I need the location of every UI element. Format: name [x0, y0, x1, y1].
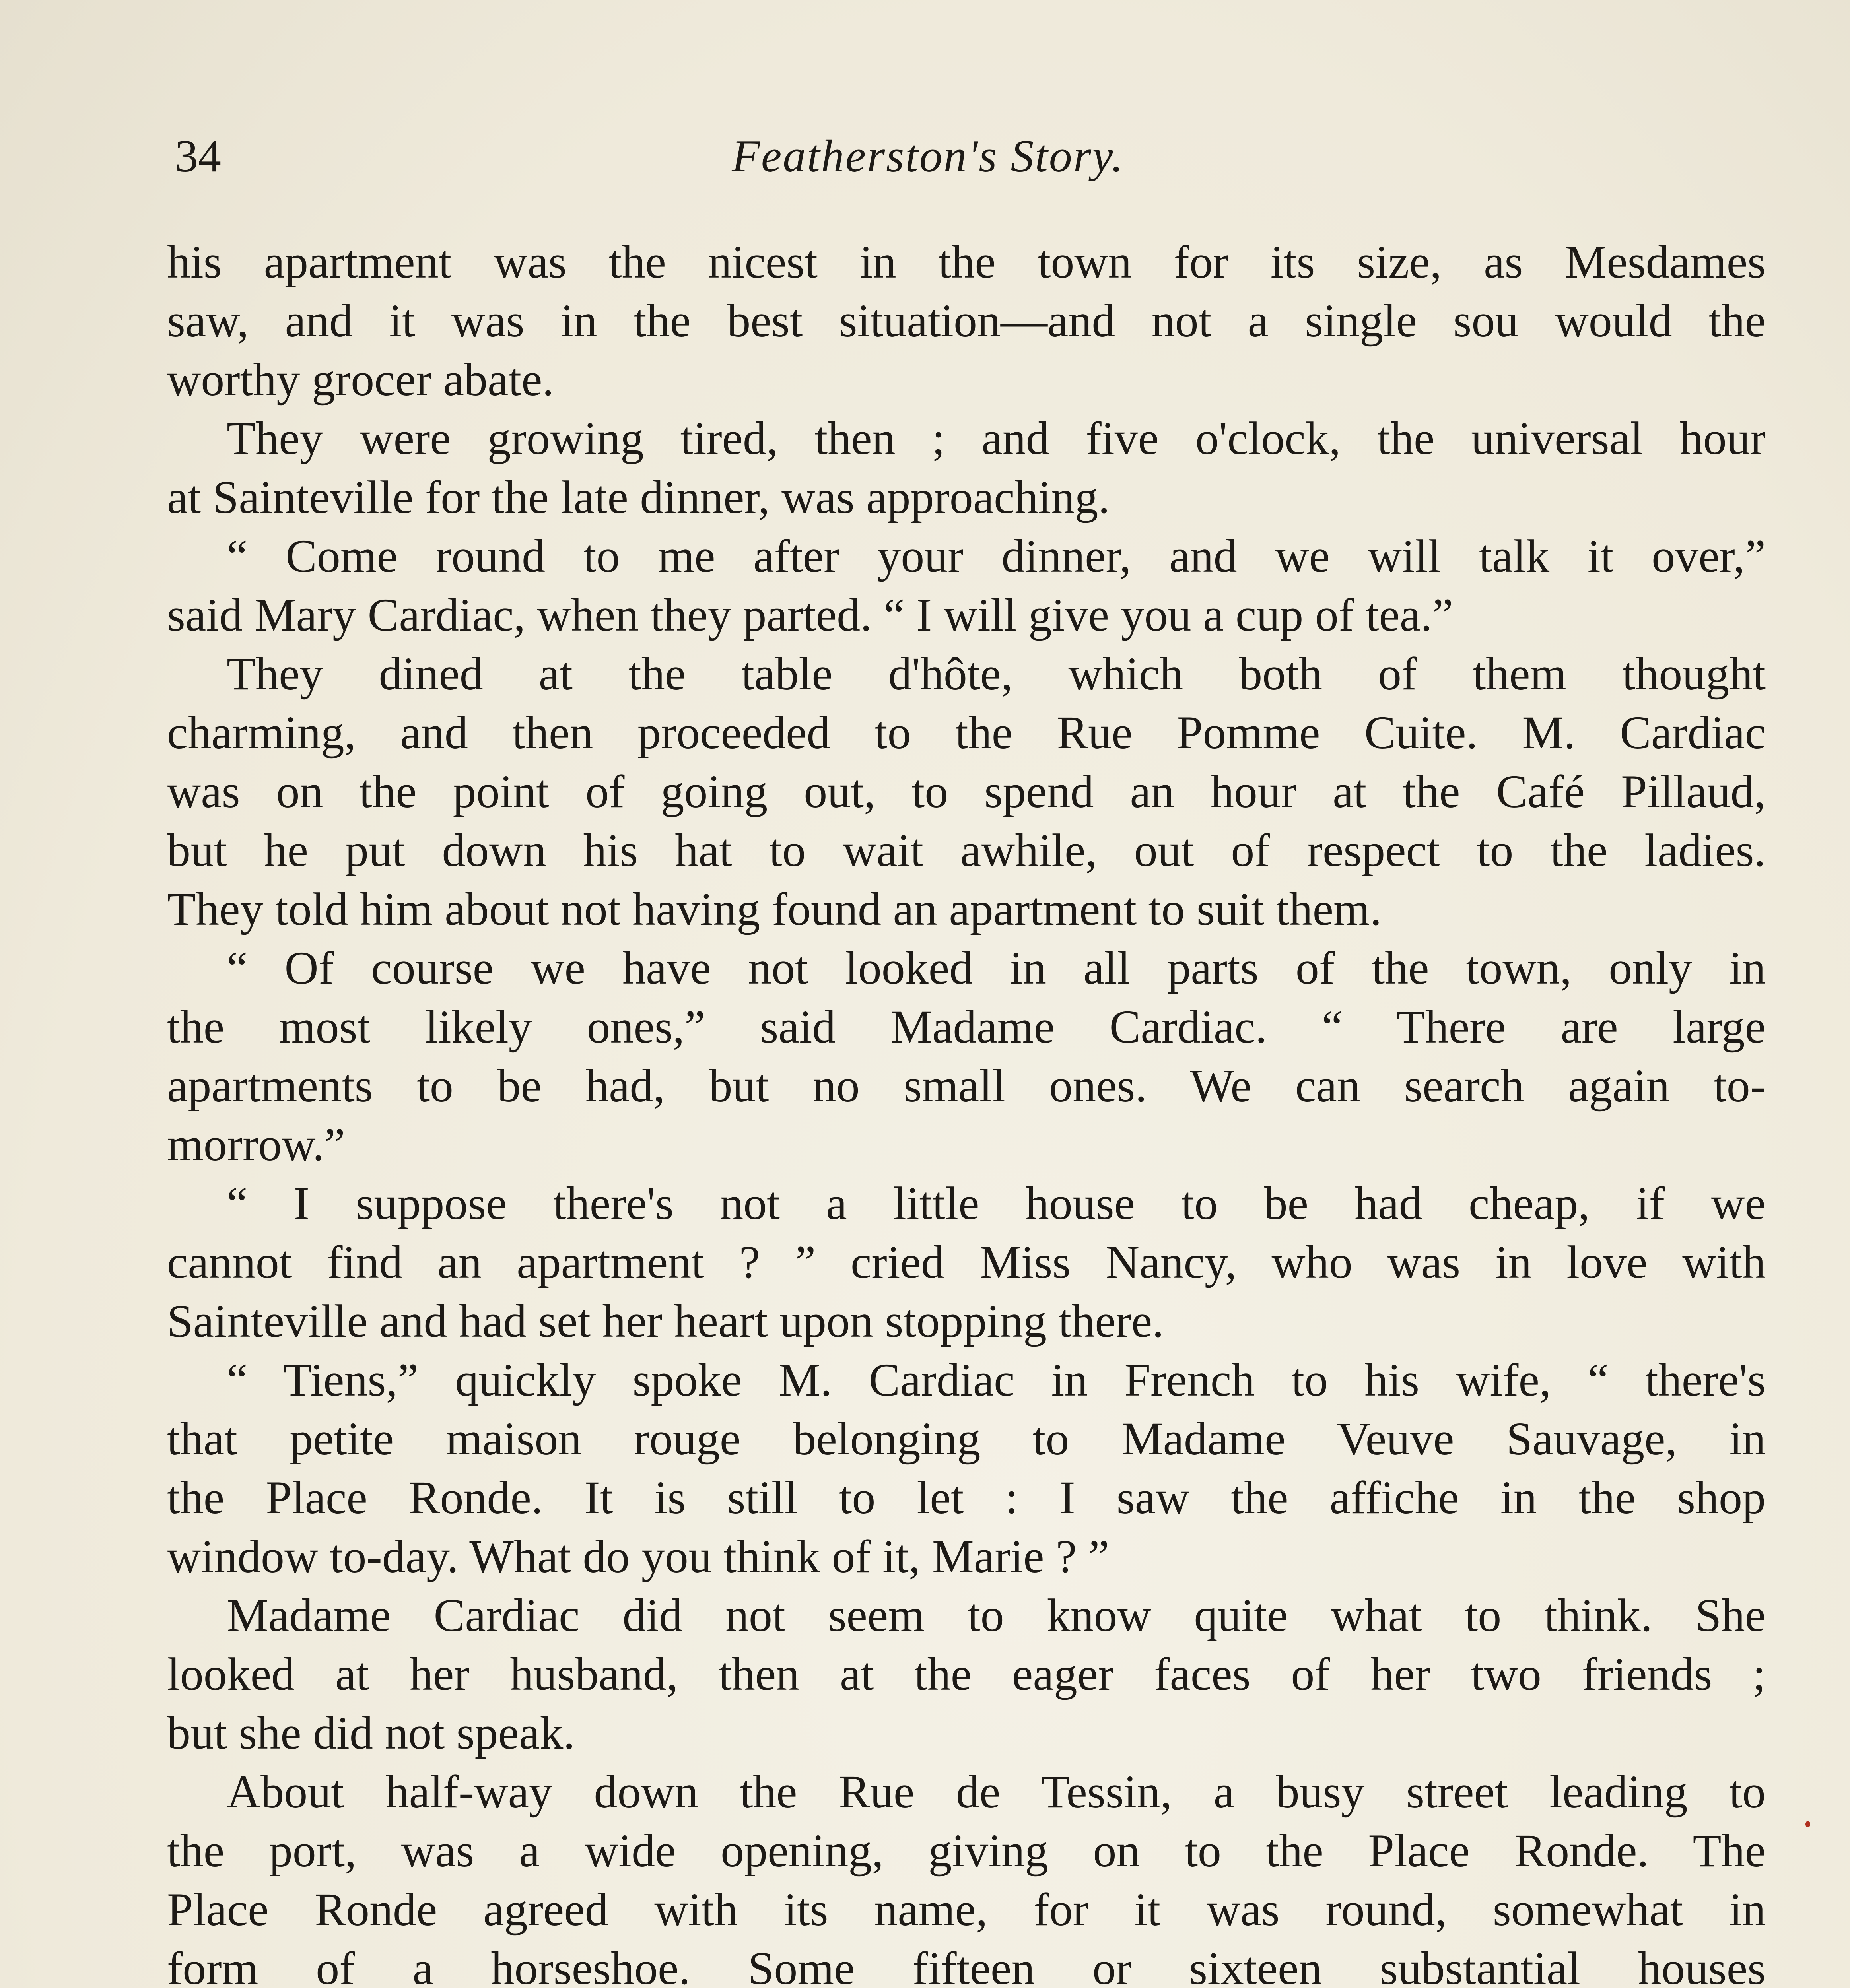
text-line: Madame Cardiac did not seem to know quite what to think. She	[227, 1589, 1766, 1641]
text-line: the Place Ronde. It is still to let : I saw the affiche in the shop	[167, 1472, 1766, 1524]
text-line: apartments to be had, but no small ones. We can search again to-	[167, 1060, 1766, 1112]
page-header	[175, 126, 1766, 186]
text-line: said Mary Cardiac, when they parted. “ I will give you a cup of tea.”	[167, 589, 1453, 641]
text-line: They dined at the table d'hôte, which both of them thought	[227, 648, 1766, 700]
text-line: form of a horseshoe. Some fifteen or sixteen substantial houses	[167, 1942, 1766, 1988]
text-line: They told him about not having found an apartment to suit them.	[167, 883, 1382, 935]
text-line: About half-way down the Rue de Tessin, a busy street leading to	[227, 1766, 1766, 1818]
text-line: but she did not speak.	[167, 1707, 575, 1759]
text-line: looked at her husband, then at the eager faces of her two friends ;	[167, 1648, 1766, 1700]
ink-speck	[1805, 1821, 1810, 1827]
text-line: that petite maison rouge belonging to Madame Veuve Sauvage, in	[167, 1413, 1766, 1465]
text-line: charming, and then proceeded to the Rue Pomme Cuite. M. Cardiac	[167, 707, 1766, 759]
text-line: was on the point of going out, to spend an hour at the Café Pillaud,	[167, 765, 1766, 817]
text-line: the port, was a wide opening, giving on to the Place Ronde. The	[167, 1825, 1766, 1877]
text-line: Place Ronde agreed with its name, for it was round, somewhat in	[167, 1883, 1766, 1936]
text-line: saw, and it was in the best situation—and not a single sou would the	[167, 295, 1766, 347]
text-line: window to-day. What do you think of it, Marie ? ”	[167, 1530, 1110, 1582]
text-line: “ Of course we have not looked in all parts of the town, only in	[227, 942, 1766, 994]
text-line: They were growing tired, then ; and five o'clock, the universal hour	[227, 412, 1766, 464]
text-line: his apartment was the nicest in the town for its size, as Mesdames	[167, 236, 1766, 288]
text-line: “ Tiens,” quickly spoke M. Cardiac in French to his wife, “ there's	[227, 1354, 1766, 1406]
page-number: 34	[175, 131, 221, 182]
text-line: worthy grocer abate.	[167, 353, 554, 406]
text-line: at Sainteville for the late dinner, was approaching.	[167, 471, 1110, 523]
text-line: but he put down his hat to wait awhile, out of respect to the ladies.	[167, 824, 1766, 876]
body-text	[167, 233, 1766, 1988]
text-line: the most likely ones,” said Madame Cardiac. “ There are large	[167, 1001, 1766, 1053]
text-line: cannot find an apartment ? ” cried Miss Nancy, who was in love with	[167, 1236, 1766, 1288]
running-title: Featherston's Story.	[732, 131, 1124, 182]
text-line: “ Come round to me after your dinner, and we will talk it over,”	[227, 530, 1766, 582]
text-line: Sainteville and had set her heart upon stopping there.	[167, 1295, 1164, 1347]
text-line: morrow.”	[167, 1118, 345, 1171]
text-line: “ I suppose there's not a little house to be had cheap, if we	[227, 1177, 1766, 1229]
